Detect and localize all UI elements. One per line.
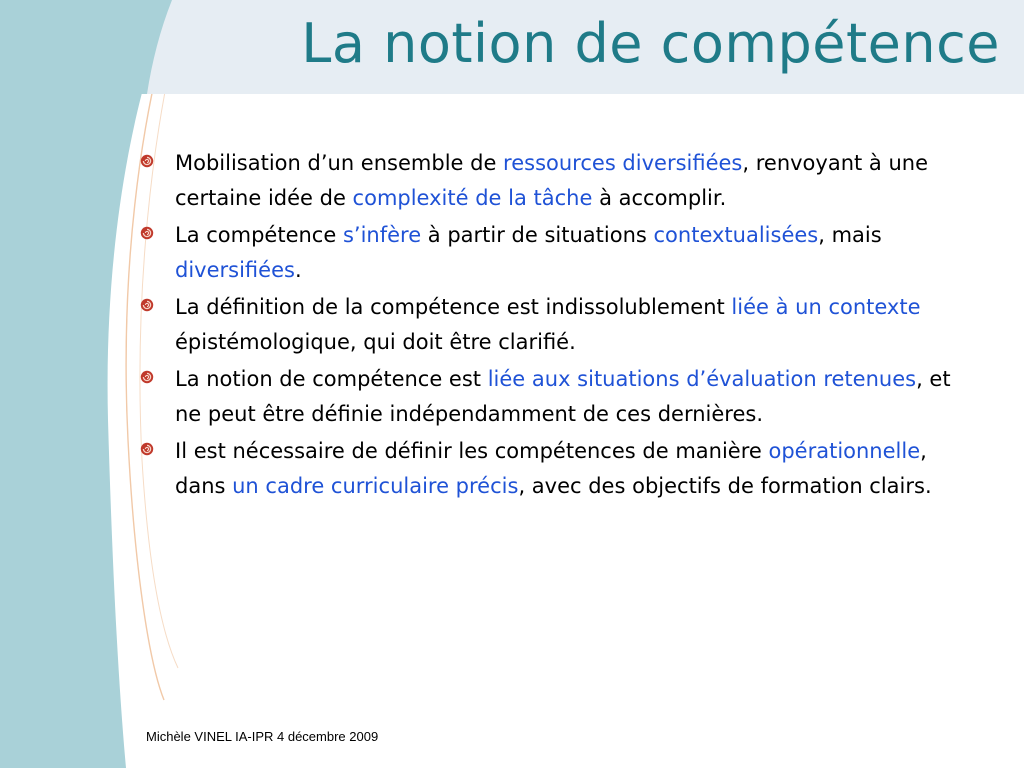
highlighted-text: opérationnelle: [768, 439, 921, 463]
highlighted-text: un cadre curriculaire précis: [232, 474, 519, 498]
bullet-text: épistémologique, qui doit être clarifié.: [175, 330, 576, 354]
bullet-list: [140, 146, 970, 506]
swirl-bullet-icon: [140, 442, 154, 456]
bullet-item: [140, 362, 970, 432]
highlighted-text: complexité de la tâche: [352, 186, 593, 210]
swirl-bullet-icon: [140, 298, 154, 312]
title-band-left-cut: [0, 0, 200, 94]
bullet-text: .: [294, 258, 302, 282]
footer-text: Michèle VINEL IA-IPR 4 décembre 2009: [146, 729, 379, 744]
highlighted-text: ressources diversifiées: [503, 151, 743, 175]
swirl-bullet-icon: [140, 370, 154, 384]
bullet-text: La notion de compétence est: [175, 367, 488, 391]
bullet-text: , renvoyant à une certaine idée de: [175, 151, 929, 210]
bullet-item: [140, 434, 970, 504]
highlighted-text: contextualisées: [653, 223, 819, 247]
bullet-text: , et ne peut être définie indépendamment de ces dernières.: [175, 367, 951, 426]
bullet-text: , mais: [818, 223, 882, 247]
bullet-text: La définition de la compétence est indissolublement: [175, 295, 732, 319]
bullet-item: [140, 146, 970, 216]
highlighted-text: liée aux situations d’évaluation retenues: [487, 367, 917, 391]
highlighted-text: diversifiées: [175, 258, 295, 282]
bullet-text: Mobilisation d’un ensemble de: [175, 151, 504, 175]
swirl-bullet-icon: [140, 226, 154, 240]
bullet-text: La compétence: [175, 223, 343, 247]
bullet-text: à accomplir.: [592, 186, 727, 210]
bullet-item: [140, 218, 970, 288]
swirl-bullet-icon: [140, 154, 154, 168]
highlighted-text: liée à un contexte: [731, 295, 921, 319]
page-title: La notion de compétence: [301, 12, 1000, 75]
bullet-text: à partir de situations: [421, 223, 654, 247]
highlighted-text: s’infère: [342, 223, 422, 247]
bullet-text: Il est nécessaire de définir les compétences de manière: [175, 439, 769, 463]
bullet-text: , avec des objectifs de formation clairs.: [518, 474, 932, 498]
bullet-item: [140, 290, 970, 360]
bullet-text: , dans: [175, 439, 927, 498]
